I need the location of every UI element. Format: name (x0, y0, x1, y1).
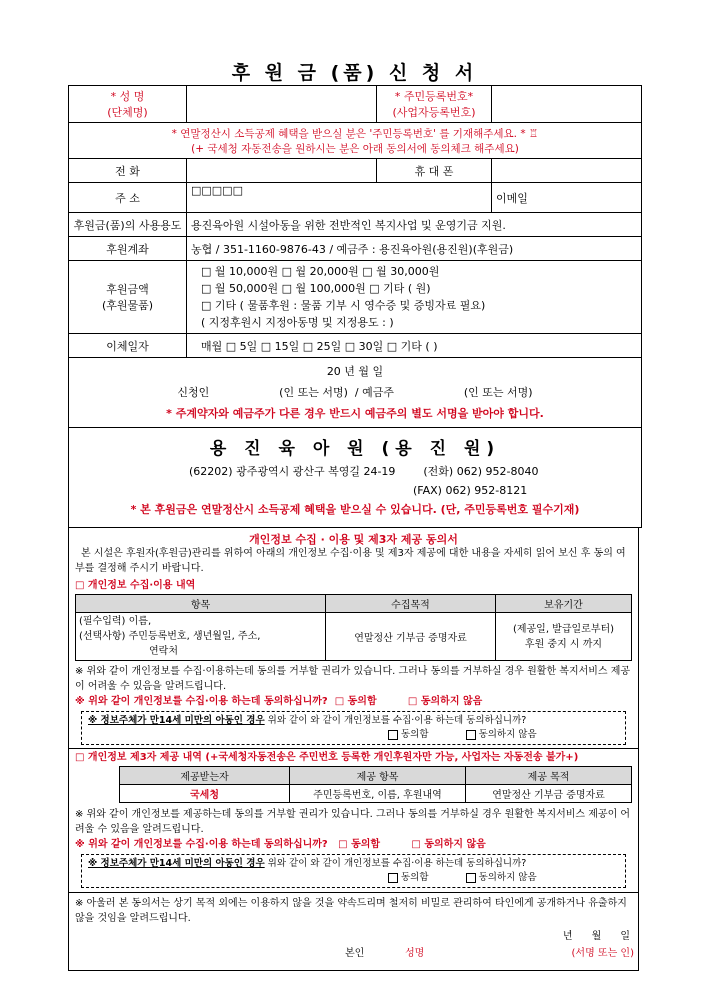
item-contact: 연락처 (149, 646, 178, 657)
organization-fax: (FAX) 062) 952-8121 (413, 483, 528, 497)
section2-minor-box (81, 854, 626, 888)
name-label-sub: (단체명) (107, 106, 148, 119)
section2-minor-question: 위와 같이 와 같이 개인정보를 수집·이용 하는데 동의하십니까? (264, 858, 527, 869)
email-label: 이메일 (496, 191, 528, 205)
sign-line (69, 946, 638, 962)
name-label: * 성 명 (110, 90, 145, 103)
phone-label: 전 화 (69, 159, 187, 183)
section1-refusal-notice: ※ 위와 같이 개인정보를 수집·이용하는데 동의를 거부할 권리가 있습니다. 그러나 동의를 거부하실 경우 원활한 복지서비스 제공이 어려울 수 있음을 알려드립니다. (75, 666, 631, 692)
section2-minor-agree-label: 동의함 (401, 872, 429, 883)
address-field[interactable] (187, 183, 492, 213)
closing-statement: ※ 아울러 본 동의서는 상기 목적 외에는 이용하지 않을 것을 약속드리며 철저히 비밀로 관리하여 타인에게 공개하거나 유출하지 않을 것임을 알려드립니다. (69, 892, 638, 926)
reg-label-cell (377, 86, 492, 123)
amount-label: 후원금액 (106, 283, 149, 296)
mobile-field[interactable] (492, 159, 642, 183)
amount-options[interactable] (187, 261, 642, 334)
usage-label: 후원금(품)의 사용용도 (69, 213, 187, 237)
sign-date: 년 월 일 (562, 931, 630, 942)
transfer-options[interactable]: 매월 □ 5일 □ 15일 □ 25일 □ 30일 □ 기타 ( ) (187, 334, 642, 358)
section1-minor-box (81, 711, 626, 745)
transfer-label: 이체일자 (69, 334, 187, 358)
mobile-label: 휴 대 폰 (377, 159, 492, 183)
applicant-line: 신청인 (인 또는 서명) / 예금주 (인 또는 서명) (177, 385, 533, 399)
section2-refusal-notice: ※ 위와 같이 개인정보를 제공하는데 동의를 거부할 권리가 있습니다. 그러나 동의를 거부하실 경우 원활한 복지서비스 제공이 어려울 수 있음을 알려드립니다. (75, 809, 631, 835)
section1-minor-agree-label: 동의함 (401, 729, 429, 740)
amount-label-cell (69, 261, 187, 334)
address-label: 주 소 (69, 183, 187, 213)
section1-consent-question[interactable]: ※ 위와 같이 개인정보를 수집·이용 하는데 동의하십니까? □ 동의함 □ 동의하지 않음 (75, 696, 483, 707)
items-cell (76, 613, 326, 661)
organization-address: (62202) 광주광역시 광산구 복영길 24-19 (전화) 062) 952-8040 (189, 464, 539, 478)
reg-label-sub: (사업자등록번호) (392, 106, 476, 119)
phone-field[interactable] (187, 159, 377, 183)
organization-name: 용 진 육 아 원 (용 진 원) (209, 438, 501, 459)
consent-intro: 본 시설은 후원자(후원금)관리를 위하여 아래의 개인정보 수집·이용 및 제3자 제공에 대한 내용을 자세히 읽어 보신 후 동의 여부를 결정해 주시기 바랍니다. (75, 548, 626, 574)
sign-person: 본인 (345, 948, 365, 959)
provision-purpose-cell: 연말정산 기부금 증명자료 (466, 785, 632, 803)
col-period: 보유기간 (496, 595, 632, 613)
usage-value: 용진육아원 시설아동을 위한 전반적인 복지사업 및 운영기금 지원. (187, 213, 642, 237)
name-field[interactable] (187, 86, 377, 123)
col-provision-purpose: 제공 목적 (466, 767, 632, 785)
section1-heading: □ 개인정보 수집·이용 내역 (75, 580, 196, 591)
amount-label-sub: (후원물품) (101, 299, 154, 312)
sign-method: (서명 또는 인) (571, 948, 634, 959)
depositor-warning: * 주계약자와 예금주가 다른 경우 반드시 예금주의 별도 서명을 받아야 합니다. (166, 406, 544, 420)
amount-line-1[interactable]: □ 월 10,000원 □ 월 20,000원 □ 월 30,000원 (201, 265, 440, 278)
section1-minor-label: ※ 정보주체가 만14세 미만의 아동인 경우 (88, 715, 265, 726)
item-required: (필수입력) 이름, (79, 616, 152, 627)
document-title: 후 원 금 (품) 신 청 서 (231, 62, 478, 84)
privacy-consent-form (68, 527, 639, 971)
tax-notice-2: (+ 국세청 자동전송을 원하시는 분은 아래 동의서에 동의체크 해주세요) (191, 142, 519, 155)
consent-title: 개인정보 수집 · 이용 및 제3자 제공 동의서 (249, 533, 458, 546)
period-line-1: (제공일, 발급일로부터) (512, 623, 615, 635)
provided-items-cell: 주민등록번호, 이름, 후원내역 (290, 785, 466, 803)
amount-line-3[interactable]: □ 기타 ( 물품후원 : 물품 기부 시 영수증 및 증빙자료 필요) (201, 299, 486, 312)
col-provided-items: 제공 항목 (290, 767, 466, 785)
section1-minor-agree-checkbox[interactable] (388, 730, 398, 740)
email-cell[interactable] (492, 183, 642, 213)
section2-heading: □ 개인정보 제3자 제공 내역 (+국세청자동전송은 주민번호 등록한 개인후원자만 가능, 사업자는 자동전송 불가+) (69, 748, 638, 766)
reg-number-field[interactable] (492, 86, 642, 123)
reg-label: * 주민등록번호* (394, 90, 474, 103)
section1-minor-disagree-label: 동의하지 않음 (478, 729, 537, 740)
period-cell (496, 613, 632, 661)
section2-minor-label: ※ 정보주체가 만14세 미만의 아동인 경우 (88, 858, 265, 869)
postal-code-boxes: □□□□□ (191, 184, 243, 197)
signature-cell (69, 358, 642, 428)
col-receiver: 제공받는자 (120, 767, 290, 785)
bottom-notice: * 본 후원금은 연말정산시 소득공제 혜택을 받으실 수 있습니다. (단, 주민등록번호 필수기재) (130, 502, 580, 516)
section1-minor-disagree-checkbox[interactable] (466, 730, 476, 740)
date-line: 20 년 월 일 (326, 364, 384, 378)
collection-table (75, 594, 632, 661)
col-purpose: 수집목적 (326, 595, 496, 613)
amount-line-2[interactable]: □ 월 50,000원 □ 월 100,000원 □ 기타 ( 원) (201, 282, 431, 295)
account-label: 후원계좌 (69, 237, 187, 261)
col-item: 항목 (76, 595, 326, 613)
section2-minor-disagree-label: 동의하지 않음 (478, 872, 537, 883)
purpose-cell: 연말정산 기부금 증명자료 (326, 613, 496, 661)
amount-line-4[interactable]: ( 지정후원시 지정아동명 및 지정용도 : ) (201, 316, 394, 329)
organization-cell (69, 428, 642, 528)
name-label-cell (69, 86, 187, 123)
tax-notice-1: * 연말정산시 소득공제 혜택을 받으실 분은 '주민등록번호' 를 기재해주세요. * ♖ (171, 127, 539, 140)
third-party-table (119, 766, 632, 803)
application-form (68, 85, 642, 528)
sign-name-label[interactable]: 성명 (405, 948, 425, 959)
tax-notice-cell (69, 123, 642, 159)
account-value: 농협 / 351-1160-9876-43 / 예금주 : 용진육아원(용진원)(후원금) (187, 237, 642, 261)
section1-minor-question: 위와 같이 와 같이 개인정보를 수집·이용 하는데 동의하십니까? (264, 715, 527, 726)
section2-consent-question[interactable]: ※ 위와 같이 개인정보를 수집·이용 하는데 동의하십니까? □ 동의함 □ 동의하지 않음 (75, 839, 486, 850)
period-line-2: 후원 중지 시 까지 (524, 638, 603, 650)
section2-minor-disagree-checkbox[interactable] (466, 873, 476, 883)
receiver-cell: 국세청 (120, 785, 290, 803)
item-optional: (선택사항) 주민등록번호, 생년월일, 주소, (79, 631, 261, 642)
section2-minor-agree-checkbox[interactable] (388, 873, 398, 883)
